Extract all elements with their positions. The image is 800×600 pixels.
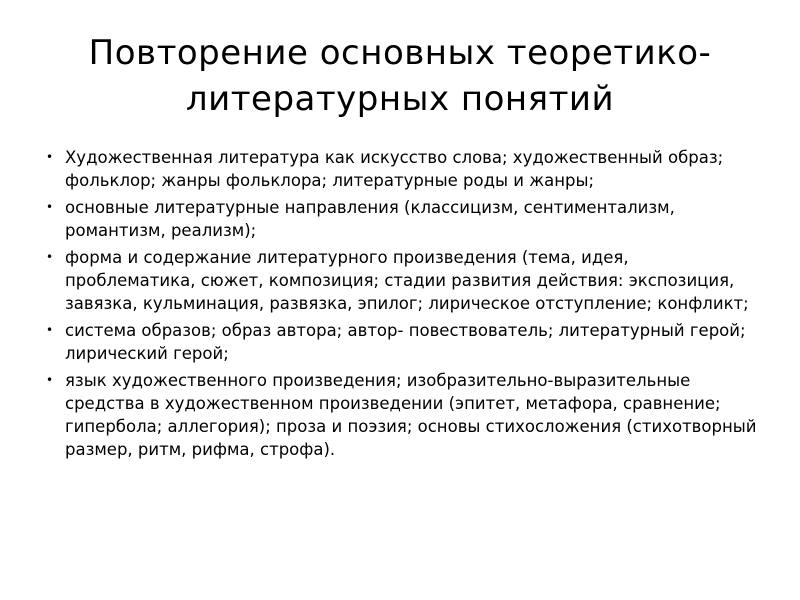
bullet-text: Художественная литература как искусство слова; художественный образ; фольклор; жанры фольклора; литературные роды и жанры;	[65, 148, 724, 190]
list-item	[44, 146, 764, 192]
bullet-text: язык художественного произведения; изобразительно-выразительные средства в художественном произведении (эпитет, метафора, сравнение; гипербола; аллегория); проза и поэзия; основы стихосложения (стихотворный размер, ритм, рифма, строфа).	[65, 371, 757, 459]
bullet-text: основные литературные направления (классицизм, сентиментализм, романтизм, реализм);	[65, 198, 675, 240]
bullet-list	[44, 146, 764, 465]
list-item	[44, 246, 764, 315]
bullet-text: форма и содержание литературного произведения (тема, идея, проблематика, сюжет, композиция; стадии развития действия: экспозиция, завязка, кульминация, развязка, эпилог; лирическое отступление; конфликт;	[65, 248, 749, 313]
list-item	[44, 196, 764, 242]
slide-title	[40, 30, 760, 122]
list-item	[44, 319, 764, 365]
slide-title-line-2: литературных понятий	[185, 79, 615, 119]
bullet-icon: •	[46, 323, 54, 337]
bullet-icon: •	[46, 250, 54, 264]
slide-title-line-1: Повторение основных теоретико-	[88, 33, 712, 73]
bullet-icon: •	[46, 200, 54, 214]
bullet-icon: •	[46, 150, 54, 164]
bullet-text: система образов; образ автора; автор- повествователь; литературный герой; лирический герой;	[65, 321, 746, 363]
list-item	[44, 369, 764, 461]
bullet-icon: •	[46, 373, 54, 387]
